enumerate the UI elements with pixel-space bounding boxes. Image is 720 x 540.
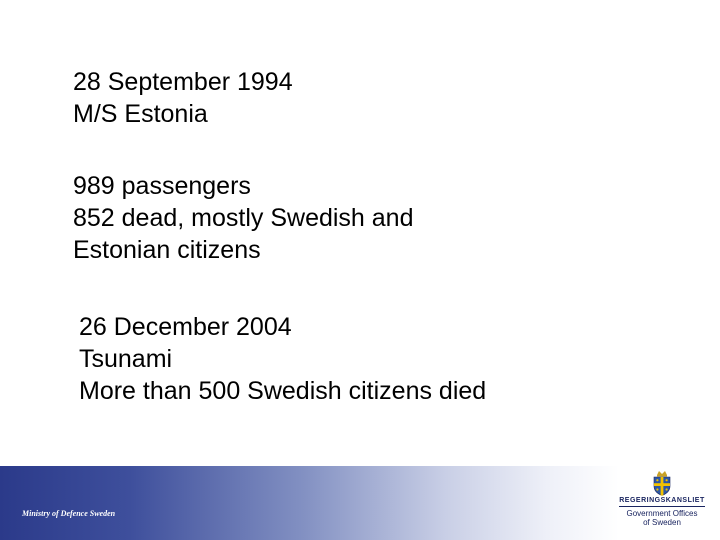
government-offices-logo — [612, 470, 712, 538]
event1-stats-block — [73, 170, 414, 266]
event1-passengers: 989 passengers — [73, 172, 251, 200]
event1-name: M/S Estonia — [73, 100, 208, 128]
logo-divider — [619, 506, 705, 507]
event1-dead-line2: Estonian citizens — [73, 236, 261, 264]
event2-block — [79, 311, 486, 407]
event2-dead: More than 500 Swedish citizens died — [79, 377, 487, 405]
logo-subtitle-line2: of Sweden — [643, 518, 681, 527]
event1-block — [73, 66, 293, 130]
event2-name: Tsunami — [79, 345, 173, 373]
event1-date: 28 September 1994 — [73, 68, 293, 96]
logo-subtitle-line1: Government Offices — [626, 509, 698, 518]
ministry-label: Ministry of Defence Sweden — [22, 509, 116, 518]
event1-dead-line1: 852 dead, mostly Swedish and — [73, 204, 414, 232]
crest-icon — [651, 470, 673, 496]
logo-name: REGERINGSKANSLIET — [619, 497, 705, 504]
event2-date: 26 December 2004 — [79, 313, 292, 341]
